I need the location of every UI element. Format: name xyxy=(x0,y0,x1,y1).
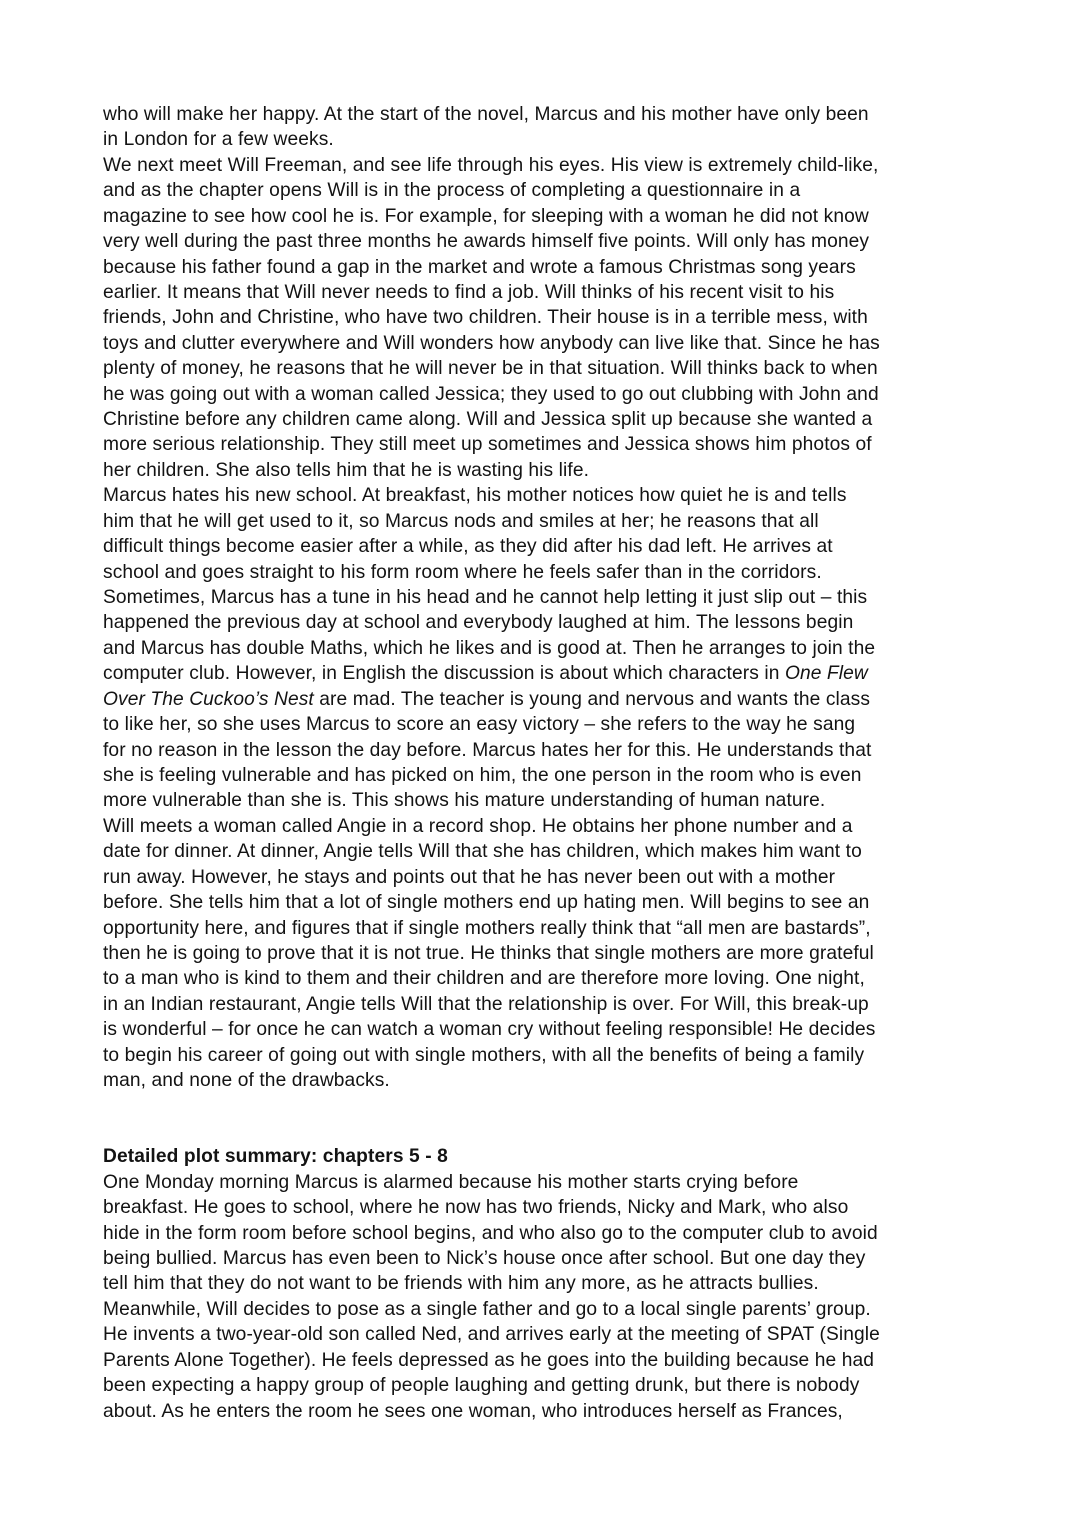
text-run: Marcus hates his new school. At breakfast, his mother notices how quiet he is and tells xyxy=(103,485,847,507)
text-run: for no reason in the lesson the day before. Marcus hates her for this. He understands that xyxy=(103,739,872,761)
text-run: One Monday morning Marcus is alarmed because his mother starts crying before xyxy=(103,1171,799,1193)
text-line xyxy=(103,1246,1013,1271)
text-run: He invents a two-year-old son called Ned, and arrives early at the meeting of SPAT (Single xyxy=(103,1324,880,1346)
text-line xyxy=(103,814,1013,839)
book-title-run: Over The Cuckoo’s Nest xyxy=(103,688,314,710)
text-run: to begin his career of going out with single mothers, with all the benefits of being a family xyxy=(103,1044,865,1066)
text-line xyxy=(103,255,1013,280)
text-line xyxy=(103,661,1013,686)
text-line xyxy=(103,1373,1013,1398)
text-run: earlier. It means that Will never needs to find a job. Will thinks of his recent visit to his xyxy=(103,281,835,303)
text-run: opportunity here, and figures that if single mothers really think that “all men are bastards”, xyxy=(103,917,871,939)
text-run: friends, John and Christine, who have two children. Their house is in a terrible mess, with xyxy=(103,307,868,329)
text-line xyxy=(103,204,1013,229)
text-line xyxy=(103,1170,1013,1195)
text-line xyxy=(103,153,1013,178)
text-run: Parents Alone Together). He feels depressed as he goes into the building because he had xyxy=(103,1349,875,1371)
text-line xyxy=(103,890,1013,915)
text-run: in London for a few weeks. xyxy=(103,129,334,151)
text-line xyxy=(103,712,1013,737)
text-run: to like her, so she uses Marcus to score an easy victory – she refers to the way he sang xyxy=(103,714,856,736)
text-run: to a man who is kind to them and their children and are therefore more loving. One night, xyxy=(103,968,865,990)
text-line xyxy=(103,178,1013,203)
text-line xyxy=(103,331,1013,356)
text-line xyxy=(103,610,1013,635)
text-run: him that he will get used to it, so Marcus nods and smiles at her; he reasons that all xyxy=(103,510,819,532)
text-line xyxy=(103,585,1013,610)
text-line xyxy=(103,509,1013,534)
text-run: difficult things become easier after a while, as they did after his dad left. He arrives at xyxy=(103,536,833,558)
blank-line xyxy=(103,1093,1013,1118)
text-line xyxy=(103,687,1013,712)
text-line xyxy=(103,1271,1013,1296)
text-line xyxy=(103,534,1013,559)
text-line xyxy=(103,1221,1013,1246)
text-line xyxy=(103,356,1013,381)
text-line xyxy=(103,966,1013,991)
text-run: he was going out with a woman called Jessica; they used to go out clubbing with John and xyxy=(103,383,879,405)
text-run: magazine to see how cool he is. For example, for sleeping with a woman he did not know xyxy=(103,205,869,227)
text-line xyxy=(103,1068,1013,1093)
text-line xyxy=(103,483,1013,508)
section-heading xyxy=(103,1144,1013,1169)
text-line xyxy=(103,992,1013,1017)
text-run: and Marcus has double Maths, which he likes and is good at. Then he arranges to join the xyxy=(103,637,876,659)
text-line xyxy=(103,916,1013,941)
text-run: because his father found a gap in the market and wrote a famous Christmas song years xyxy=(103,256,856,278)
text-run: being bullied. Marcus has even been to Nick’s house once after school. But one day they xyxy=(103,1247,866,1269)
text-line xyxy=(103,1017,1013,1042)
text-run: more vulnerable than she is. This shows his mature understanding of human nature. xyxy=(103,790,826,812)
text-line xyxy=(103,382,1013,407)
text-line xyxy=(103,763,1013,788)
text-run: very well during the past three months he awards himself five points. Will only has money xyxy=(103,231,870,253)
text-line xyxy=(103,280,1013,305)
text-line xyxy=(103,560,1013,585)
blank-line xyxy=(103,1119,1013,1144)
text-run: and as the chapter opens Will is in the process of completing a questionnaire in a xyxy=(103,180,801,202)
text-line xyxy=(103,865,1013,890)
text-run: man, and none of the drawbacks. xyxy=(103,1070,390,1092)
text-line xyxy=(103,636,1013,661)
text-run: toys and clutter everywhere and Will wonders how anybody can live like that. Since he has xyxy=(103,332,880,354)
text-run: been expecting a happy group of people laughing and getting drunk, but there is nobody xyxy=(103,1375,860,1397)
text-line xyxy=(103,941,1013,966)
text-line xyxy=(103,229,1013,254)
text-line xyxy=(103,458,1013,483)
text-run: more serious relationship. They still meet up sometimes and Jessica shows him photos of xyxy=(103,434,872,456)
text-line xyxy=(103,407,1013,432)
text-line xyxy=(103,839,1013,864)
text-line xyxy=(103,1322,1013,1347)
text-line xyxy=(103,1297,1013,1322)
text-line xyxy=(103,738,1013,763)
text-run: breakfast. He goes to school, where he now has two friends, Nicky and Mark, who also xyxy=(103,1197,849,1219)
text-run: then he is going to prove that it is not true. He thinks that single mothers are more grateful xyxy=(103,942,874,964)
text-line xyxy=(103,1195,1013,1220)
text-run: her children. She also tells him that he is wasting his life. xyxy=(103,459,590,481)
heading-run: Detailed plot summary: chapters 5 - 8 xyxy=(103,1146,448,1168)
text-line xyxy=(103,305,1013,330)
document-content xyxy=(103,102,1013,1424)
text-line xyxy=(103,1043,1013,1068)
text-line xyxy=(103,432,1013,457)
text-line xyxy=(103,1399,1013,1424)
text-run: who will make her happy. At the start of the novel, Marcus and his mother have only been xyxy=(103,104,869,125)
text-run: date for dinner. At dinner, Angie tells Will that she has children, which makes him want to xyxy=(103,841,862,863)
text-run: school and goes straight to his form room where he feels safer than in the corridors. xyxy=(103,561,822,583)
text-run: happened the previous day at school and everybody laughed at him. The lessons begin xyxy=(103,612,854,634)
text-run: Sometimes, Marcus has a tune in his head and he cannot help letting it just slip out – this xyxy=(103,587,868,609)
text-line xyxy=(103,127,1013,152)
text-line xyxy=(103,1348,1013,1373)
text-run: Will meets a woman called Angie in a record shop. He obtains her phone number and a xyxy=(103,815,853,837)
text-run: she is feeling vulnerable and has picked on him, the one person in the room who is even xyxy=(103,764,862,786)
text-run: computer club. However, in English the discussion is about which characters in xyxy=(103,663,785,685)
text-line xyxy=(103,788,1013,813)
text-run: Meanwhile, Will decides to pose as a single father and go to a local single parents’ group. xyxy=(103,1298,871,1320)
text-line xyxy=(103,102,1013,127)
text-run: are mad. The teacher is young and nervous and wants the class xyxy=(313,688,871,710)
text-run: Christine before any children came along. Will and Jessica split up because she wanted a xyxy=(103,409,873,431)
text-run: is wonderful – for once he can watch a woman cry without feeling responsible! He decides xyxy=(103,1019,876,1041)
text-run: run away. However, he stays and points out that he has never been out with a mother xyxy=(103,866,836,888)
text-run: We next meet Will Freeman, and see life through his eyes. His view is extremely child-like, xyxy=(103,154,879,176)
text-run: in an Indian restaurant, Angie tells Will that the relationship is over. For Will, this break-up xyxy=(103,993,869,1015)
text-run: about. As he enters the room he sees one woman, who introduces herself as Frances, xyxy=(103,1400,843,1422)
book-title-run: One Flew xyxy=(784,663,868,685)
text-run: plenty of money, he reasons that he will never be in that situation. Will thinks back to when xyxy=(103,358,878,380)
text-run: before. She tells him that a lot of single mothers end up hating men. Will begins to see an xyxy=(103,892,870,914)
text-run: hide in the form room before school begins, and who also go to the computer club to avoid xyxy=(103,1222,878,1244)
text-run: tell him that they do not want to be friends with him any more, as he attracts bullies. xyxy=(103,1273,819,1295)
